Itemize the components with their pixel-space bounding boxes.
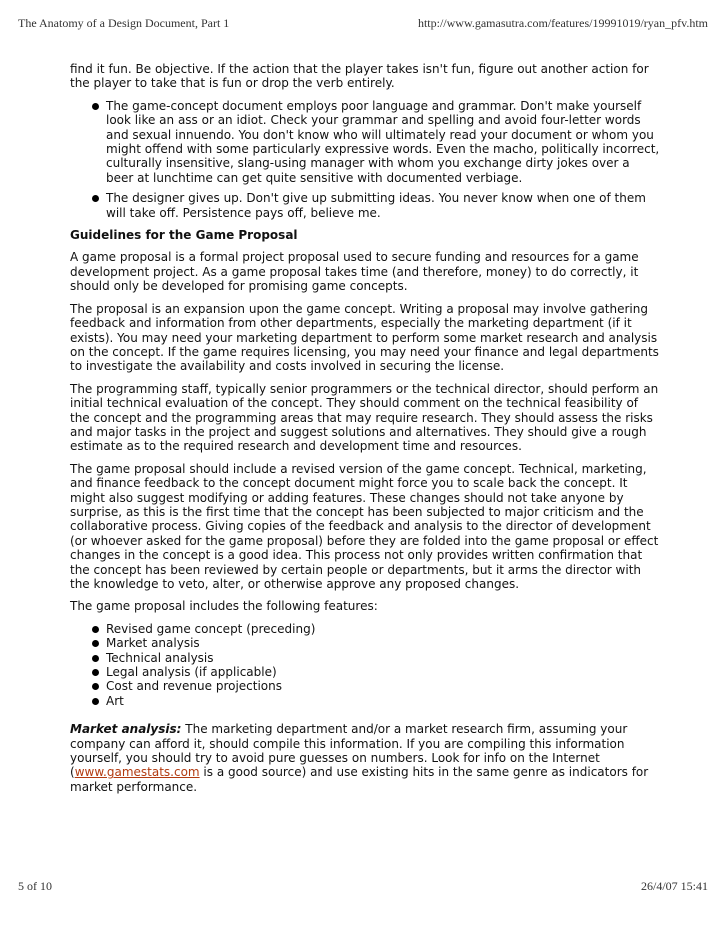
header-title: The Anatomy of a Design Document, Part 1 xyxy=(18,16,230,30)
market-analysis-paragraph xyxy=(70,722,660,794)
bullet-dot xyxy=(92,103,99,110)
list-item-text: The designer gives up. Don't give up submitting ideas. You never know when one of them will take off. Persistence pays off, believe me. xyxy=(106,191,646,220)
paragraph: A game proposal is a formal project proposal used to secure funding and resources for a game development project. As a game proposal takes time (and therefore, money) to do correctly, it should only be developed for promising game concepts. xyxy=(70,250,639,294)
gamestats-link[interactable]: www.gamestats.com xyxy=(74,765,200,780)
paragraph: The game proposal should include a revised version of the game concept. Technical, marketing, and finance feedback to the concept document might force you to scale back the concept. It might also suggest modifying or adding features. These changes should not take anyone by surprise, as this is the first time that the concept has been subjected to major criticism and the collaborative process. Giving copies of the feedback and analysis to the director of development (or whoever asked for the game proposal) before they are folded into the game proposal or effect changes in the concept is a good idea. This process not only provides written confirmation that the concept has been reviewed by certain people or departments, but it arms the director with the knowledge to veto, alter, or otherwise approve any proposed changes. xyxy=(70,461,659,591)
footer-page-number: 5 of 10 xyxy=(18,879,52,893)
list-item xyxy=(70,679,660,693)
bullet-dot xyxy=(92,683,99,690)
header-url: http://www.gamasutra.com/features/19991019/ryan_pfv.htm xyxy=(417,16,708,30)
list-item-text: Market analysis xyxy=(106,636,200,651)
bullet-dot xyxy=(92,655,99,662)
bullet-dot xyxy=(92,669,99,676)
bullet-dot xyxy=(92,626,99,633)
market-analysis-lead: Market analysis: xyxy=(70,722,182,737)
list-item-text: Cost and revenue projections xyxy=(106,679,283,694)
bullet-dot xyxy=(92,195,99,202)
bullet-continuation: find it fun. Be objective. If the action that the player takes isn't fun, figure out another action for the player to take that is fun or drop the verb entirely. xyxy=(70,62,649,91)
footer-datetime: 26/4/07 15:41 xyxy=(640,879,708,893)
paragraph: The programming staff, typically senior programmers or the technical director, should perform an initial technical evaluation of the concept. They should comment on the technical feasibility of the concept and the programming areas that may require research. They should assess the risks and major tasks in the project and suggest solutions and alternatives. They should give a rough estimate as to the required research and development time and resources. xyxy=(70,381,659,454)
list-item xyxy=(70,636,660,650)
list-item xyxy=(70,622,660,636)
paragraph: The game proposal includes the following features: xyxy=(70,599,378,614)
paragraph: The proposal is an expansion upon the game concept. Writing a proposal may involve gathering feedback and information from other departments, especially the marketing department (if it exists). You may need your marketing department to perform some market research and analysis on the concept. If the game requires licensing, you may need your finance and legal departments to investigate the availability and costs involved in securing the license. xyxy=(70,301,659,374)
list-item-text: Art xyxy=(106,693,124,708)
list-item-text: Revised game concept (preceding) xyxy=(106,621,316,636)
bullet-dot xyxy=(92,640,99,647)
list-item xyxy=(70,99,660,185)
features-list xyxy=(70,622,660,708)
list-item xyxy=(70,651,660,665)
market-analysis-text: The marketing department and/or a market research firm, assuming your company can afford it, should compile this information. If you are compiling this information yourself, you should try to avoid pure guesses on numbers. Look for info on the Internet ( xyxy=(70,722,628,780)
list-item-text: The game-concept document employs poor language and grammar. Don't make yourself look like an ass or an idiot. Check your grammar and spelling and avoid four-letter words and sexual innuendo. You don't know who will ultimately read your document or whom you might offend with some particularly expressive words. Even the macho, politically incorrect, culturally insensitive, slang-using manager with whom you exchange dirty jokes over a beer at lunchtime can get quite sensitive with documented verbiage. xyxy=(106,98,660,185)
list-item-text: Technical analysis xyxy=(106,650,214,665)
list-item xyxy=(70,665,660,679)
bullet-dot xyxy=(92,698,99,705)
article-body xyxy=(70,62,660,802)
market-analysis-text-end: is a good source) and use existing hits in the same genre as indicators for market performance. xyxy=(70,765,649,794)
list-item-text: Legal analysis (if applicable) xyxy=(106,665,277,680)
section-heading: Guidelines for the Game Proposal xyxy=(70,228,298,243)
list-item xyxy=(70,694,660,708)
list-item xyxy=(70,191,660,220)
bullet-list-pitfalls xyxy=(70,99,660,220)
